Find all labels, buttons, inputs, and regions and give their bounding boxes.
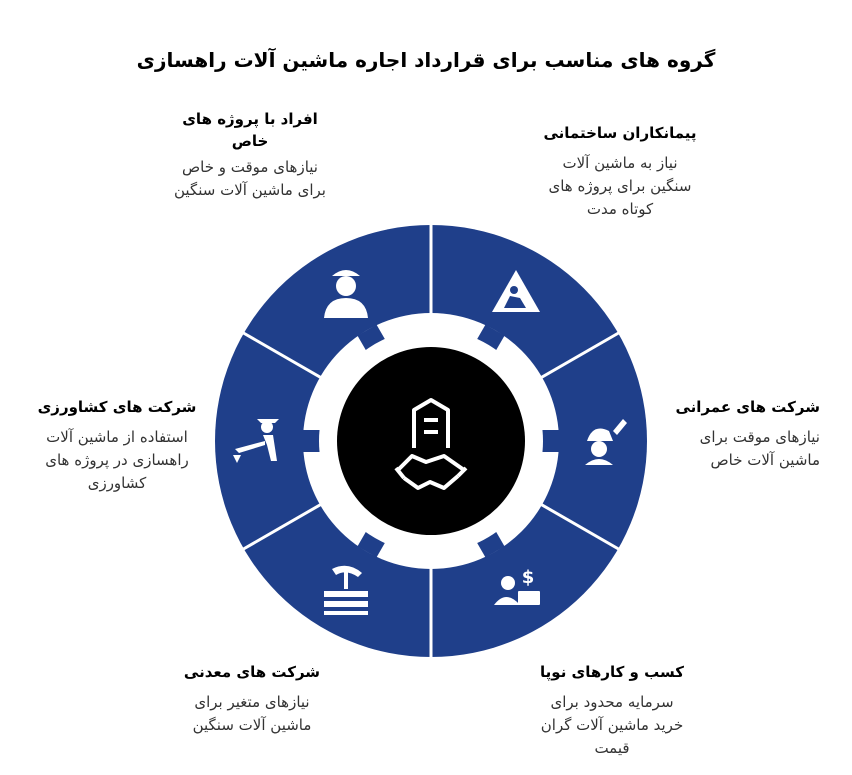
description-line: کشاورزی (87, 474, 147, 492)
description-line: قیمت (594, 739, 630, 757)
segment-description (162, 691, 342, 737)
segment-label-contractors (525, 122, 715, 221)
description-line: ماشین آلات سنگین (192, 716, 312, 734)
segment-heading: افراد با پروژه های خاص (182, 110, 318, 150)
segment-heading: پیمانکاران ساختمانی (543, 124, 697, 142)
segment-heading: کسب و کارهای نوپا (540, 663, 684, 681)
segment-label-mining (162, 661, 342, 737)
segment-description (522, 691, 702, 760)
description-line: راهسازی در پروژه های (45, 451, 189, 469)
segment-label-civil (640, 396, 820, 472)
description-line: نیازهای متغیر برای (194, 693, 310, 711)
description-line: سنگین برای پروژه های (548, 177, 692, 195)
segment-label-individuals (150, 108, 350, 202)
segment-label-agriculture (22, 396, 212, 495)
segment-heading: شرکت های عمرانی (675, 398, 820, 416)
page-title: گروه های مناسب برای قرارداد اجاره ماشین آلات راهسازی (136, 48, 716, 72)
segment-heading: شرکت های کشاورزی (37, 398, 197, 416)
description-line: برای ماشین آلات سنگین (174, 181, 326, 199)
description-line: استفاده از ماشین آلات (46, 428, 188, 446)
description-line: نیازهای موقت و خاص (182, 158, 318, 176)
description-line: خرید ماشین آلات گران (540, 716, 684, 734)
description-line: سرمایه محدود برای (550, 693, 674, 711)
segment-label-startups (522, 661, 702, 760)
svg-text:$: $ (521, 567, 535, 588)
segment-description (150, 156, 350, 202)
description-line: ماشین آلات خاص (710, 451, 820, 469)
description-line: نیاز به ماشین آلات (562, 154, 678, 172)
segment-description (525, 152, 715, 221)
center-circle (337, 347, 525, 535)
segment-description (640, 426, 820, 472)
segment-description (22, 426, 212, 495)
segment-heading: شرکت های معدنی (183, 663, 321, 681)
description-line: کوتاه مدت (586, 200, 654, 218)
description-line: نیازهای موقت برای (699, 428, 820, 446)
